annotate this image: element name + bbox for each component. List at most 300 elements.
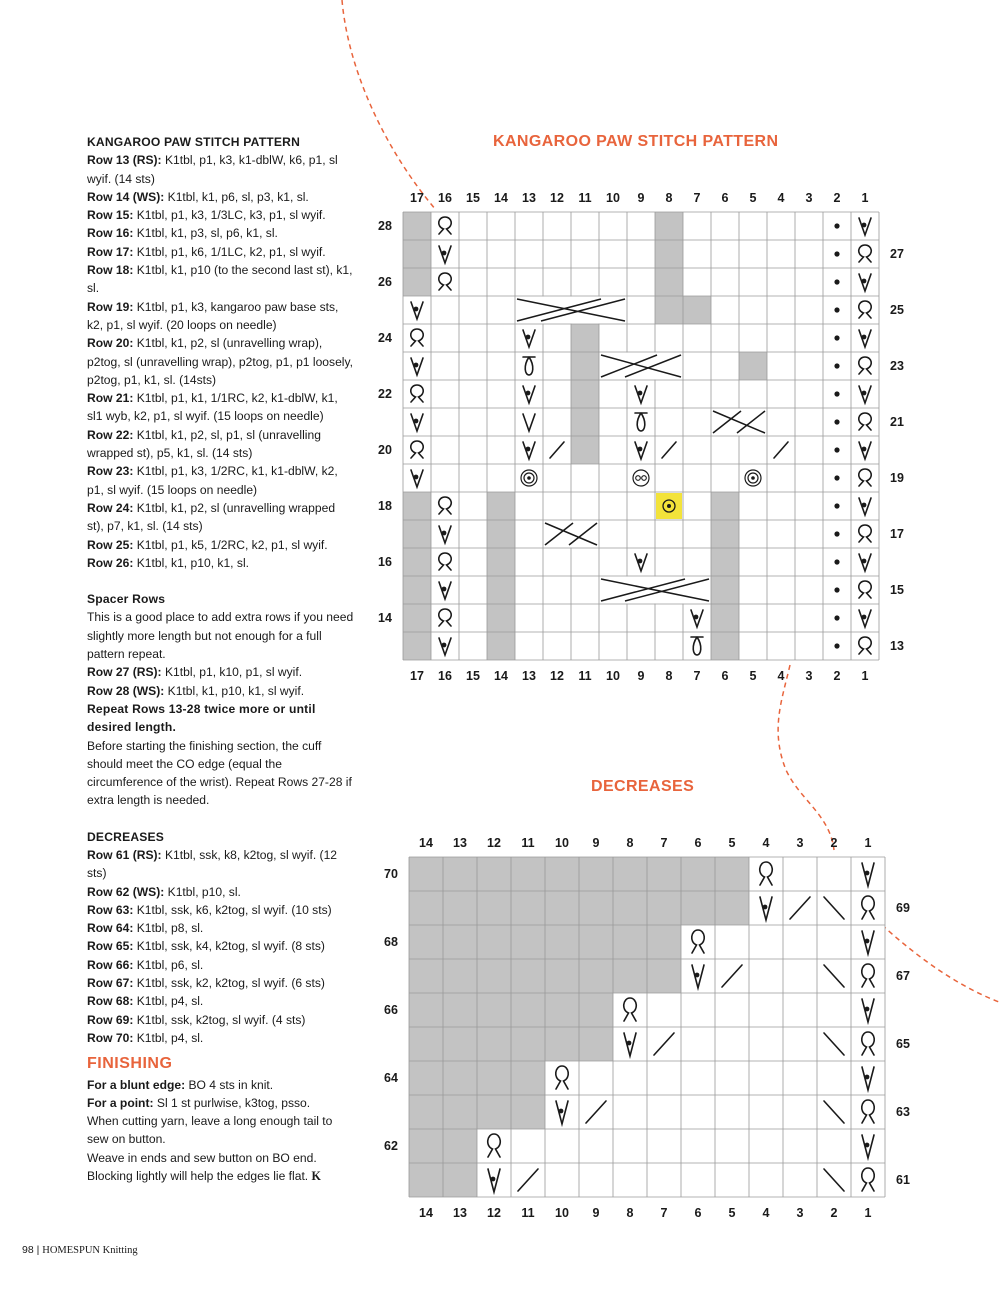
decrease-row-label: Row 62 (WS): — [87, 884, 165, 899]
chart-cell — [571, 464, 599, 492]
slip-dot-symbol — [865, 871, 870, 876]
chart-cell — [767, 604, 795, 632]
chart-cell — [739, 324, 767, 352]
chart-cell — [487, 268, 515, 296]
chart-cell — [571, 548, 599, 576]
slip-dot-symbol — [695, 973, 700, 978]
finishing-option — [87, 1076, 355, 1094]
chart-cell — [545, 1027, 579, 1061]
chart-cell — [477, 993, 511, 1027]
slip-dot-symbol — [414, 307, 419, 312]
chart-cell — [579, 1061, 613, 1095]
chart-cell — [459, 464, 487, 492]
chart-cell — [627, 520, 655, 548]
chart-cell — [655, 408, 683, 436]
pattern-row-label: Row 21: — [87, 391, 134, 406]
purl-symbol — [834, 559, 839, 564]
chart-cell — [613, 925, 647, 959]
decrease-row — [87, 846, 355, 883]
slip-dot-symbol — [862, 503, 867, 508]
column-number: 8 — [665, 669, 673, 683]
chart-cell — [459, 492, 487, 520]
column-number: 3 — [796, 1206, 804, 1220]
slip-dot-symbol — [862, 335, 867, 340]
chart-cell — [683, 520, 711, 548]
chart-cell — [767, 576, 795, 604]
column-number: 14 — [419, 1206, 433, 1220]
row-number-right: 25 — [890, 303, 904, 317]
chart-cell — [599, 548, 627, 576]
decrease-row-text: K1tbl, p4, sl. — [133, 994, 204, 1009]
chart-cell — [487, 632, 515, 660]
chart-cell — [487, 408, 515, 436]
slip-dot-symbol — [862, 559, 867, 564]
chart-cell — [599, 380, 627, 408]
chart-cell — [783, 959, 817, 993]
column-number: 10 — [606, 669, 620, 683]
column-number: 6 — [721, 191, 729, 205]
slip-dot-symbol — [442, 251, 447, 256]
chart-cell — [711, 520, 739, 548]
chart-cell — [543, 408, 571, 436]
cutting-text: When cutting yarn, leave a long enough tail to sew on button. — [87, 1114, 333, 1147]
chart-cell — [571, 240, 599, 268]
chart-cell — [795, 548, 823, 576]
decrease-row-label: Row 64: — [87, 921, 134, 936]
chart-cell — [431, 380, 459, 408]
purl-symbol — [834, 447, 839, 452]
chart-cell — [647, 891, 681, 925]
chart-cell — [459, 436, 487, 464]
pattern-row — [87, 462, 355, 499]
decrease-row — [87, 992, 355, 1010]
chart-cell — [683, 268, 711, 296]
chart-cell — [739, 296, 767, 324]
spacer-row — [87, 682, 355, 700]
chart-cell — [511, 1095, 545, 1129]
chart-cell — [795, 408, 823, 436]
end-mark: K — [311, 1169, 321, 1184]
chart-cell — [795, 492, 823, 520]
chart-cell — [613, 857, 647, 891]
chart-cell — [403, 240, 431, 268]
slip-dot-symbol — [865, 1007, 870, 1012]
chart-cell — [795, 352, 823, 380]
chart-cell — [795, 604, 823, 632]
chart-cell — [749, 1027, 783, 1061]
chart-cell — [459, 296, 487, 324]
chart-cell — [739, 576, 767, 604]
chart-cell — [431, 408, 459, 436]
finishing-option-text: Sl 1 st purlwise, k3tog, psso. — [153, 1095, 311, 1110]
decrease-row-label: Row 69: — [87, 1012, 134, 1027]
chart-cell — [817, 857, 851, 891]
pattern-row — [87, 261, 355, 298]
decrease-row-label: Row 70: — [87, 1030, 134, 1045]
chart-cell — [613, 959, 647, 993]
chart-cell — [571, 576, 599, 604]
row-number-right: 15 — [890, 583, 904, 597]
chart-cell — [443, 857, 477, 891]
column-number: 12 — [550, 669, 564, 683]
chart-cell — [545, 1129, 579, 1163]
row-number-right: 63 — [896, 1105, 910, 1119]
chart-cell — [459, 520, 487, 548]
chart-cell — [711, 548, 739, 576]
row-number-left: 16 — [378, 555, 392, 569]
column-number: 3 — [805, 191, 813, 205]
chart-cell — [647, 857, 681, 891]
chart-cell — [515, 268, 543, 296]
chart-cell — [543, 576, 571, 604]
chart-cell — [711, 632, 739, 660]
purl-symbol — [834, 503, 839, 508]
slip-dot-symbol — [862, 615, 867, 620]
purl-symbol — [834, 307, 839, 312]
slip-dot-symbol — [526, 391, 531, 396]
chart-cell — [627, 240, 655, 268]
column-number: 4 — [762, 1206, 770, 1220]
chart-cell — [511, 891, 545, 925]
chart-cell — [431, 324, 459, 352]
chart-cell — [767, 492, 795, 520]
pattern-row-text: K1tbl, p1, k3, kangaroo paw base sts, k2, p1, sl wyif. (20 loops on needle) — [87, 299, 339, 332]
chart-cell — [767, 464, 795, 492]
chart-cell — [571, 492, 599, 520]
pattern-row-label: Row 19: — [87, 299, 134, 314]
decrease-row-text: K1tbl, p4, sl. — [133, 1030, 204, 1045]
chart-cell — [409, 1163, 443, 1197]
chart-cell — [403, 268, 431, 296]
chart-cell — [683, 408, 711, 436]
chart-cell — [571, 436, 599, 464]
chart-cell — [459, 632, 487, 660]
column-number: 5 — [749, 669, 757, 683]
chart-cell — [711, 268, 739, 296]
chart-cell — [681, 891, 715, 925]
chart-cell — [783, 1095, 817, 1129]
slip-dot-symbol — [638, 447, 643, 452]
chart-cell — [817, 993, 851, 1027]
row-number-left: 22 — [378, 387, 392, 401]
decrease-row — [87, 937, 355, 955]
chart-cell — [647, 993, 681, 1027]
chart-cell — [571, 380, 599, 408]
chart-cell — [487, 604, 515, 632]
row-number-left: 18 — [378, 499, 392, 513]
slip-dot-symbol — [862, 391, 867, 396]
slip-dot-symbol — [865, 939, 870, 944]
chart-cell — [599, 464, 627, 492]
chart-cell — [515, 492, 543, 520]
finishing-option-label: For a blunt edge: — [87, 1077, 186, 1092]
pattern-row-label: Row 20: — [87, 336, 134, 351]
chart-cell — [817, 925, 851, 959]
chart-cell — [443, 925, 477, 959]
chart-cell — [681, 1027, 715, 1061]
chart-cell — [487, 324, 515, 352]
chart-cell — [477, 1061, 511, 1095]
chart-cell — [655, 212, 683, 240]
chart-cell — [767, 632, 795, 660]
chart-cell — [459, 604, 487, 632]
pattern-row — [87, 536, 355, 554]
chart-cell — [409, 959, 443, 993]
pattern-row-label: Row 26: — [87, 555, 134, 570]
chart-cell — [655, 380, 683, 408]
chart-cell — [681, 1163, 715, 1197]
weave-text-body: Weave in ends and sew button on BO end. Blocking lightly will help the edges lie flat. — [87, 1150, 317, 1184]
column-number: 9 — [637, 191, 645, 205]
chart-cell — [599, 240, 627, 268]
chart-cell — [711, 380, 739, 408]
decrease-row — [87, 919, 355, 937]
row-number-right: 17 — [890, 527, 904, 541]
chart-cell — [571, 352, 599, 380]
slip-dot-symbol — [627, 1041, 632, 1046]
decrease-row-label: Row 61 (RS): — [87, 847, 162, 862]
row-number-left: 64 — [384, 1071, 398, 1085]
chart-cell — [711, 492, 739, 520]
column-number: 8 — [665, 191, 673, 205]
decrease-row-text: K1tbl, p6, sl. — [133, 957, 204, 972]
chart-cell — [487, 520, 515, 548]
chart-cell — [599, 324, 627, 352]
chart-cell — [487, 548, 515, 576]
pattern-row-text: K1tbl, p1, k6, 1/1LC, k2, p1, sl wyif. — [133, 244, 326, 259]
column-number: 13 — [522, 191, 536, 205]
slip-dot-symbol — [763, 905, 768, 910]
pattern-row-label: Row 15: — [87, 208, 134, 223]
purl-symbol — [834, 363, 839, 368]
purl-symbol — [834, 475, 839, 480]
chart-cell — [795, 324, 823, 352]
row-number-right: 21 — [890, 415, 904, 429]
decrease-rows — [87, 846, 355, 1047]
chart-cell — [613, 1129, 647, 1163]
chart-cell — [683, 352, 711, 380]
pattern-row-text: K1tbl, k1, p3, sl, p6, k1, sl. — [133, 226, 278, 241]
column-number: 3 — [805, 669, 813, 683]
slip-dot-symbol — [638, 391, 643, 396]
chart-cell — [487, 296, 515, 324]
pattern-row — [87, 554, 355, 572]
chart-cell — [647, 959, 681, 993]
chart-cell — [515, 548, 543, 576]
chart-cell — [571, 604, 599, 632]
pattern-row — [87, 334, 355, 389]
chart-cell — [403, 212, 431, 240]
chart-cell — [443, 993, 477, 1027]
chart-cell — [579, 891, 613, 925]
chart-cell — [403, 576, 431, 604]
decrease-row-label: Row 67: — [87, 976, 134, 991]
chart-cell — [543, 324, 571, 352]
decrease-row-text: K1tbl, ssk, k8, k2tog, sl wyif. (12 sts) — [87, 847, 338, 881]
chart-cell — [655, 548, 683, 576]
chart-cell — [739, 520, 767, 548]
column-number: 1 — [864, 836, 872, 850]
paw-base-dot-symbol — [527, 476, 531, 480]
chart-cell — [715, 1095, 749, 1129]
decrease-row-text: K1tbl, ssk, k2, k2tog, sl wyif. (6 sts) — [133, 976, 325, 991]
column-number: 14 — [419, 836, 433, 850]
chart-cell — [647, 1163, 681, 1197]
pattern-row-label: Row 25: — [87, 537, 134, 552]
column-number: 2 — [833, 669, 841, 683]
chart-cell — [767, 352, 795, 380]
chart-cell — [711, 576, 739, 604]
pattern-chart-title: KANGAROO PAW STITCH PATTERN — [493, 133, 779, 150]
chart-cell — [511, 1129, 545, 1163]
chart-cell — [681, 993, 715, 1027]
slip-dot-symbol — [862, 447, 867, 452]
chart-cell — [545, 959, 579, 993]
slip-dot-symbol — [526, 447, 531, 452]
chart-cell — [655, 632, 683, 660]
chart-cell — [409, 891, 443, 925]
chart-cell — [795, 632, 823, 660]
column-number: 7 — [693, 669, 701, 683]
chart-cell — [795, 464, 823, 492]
pattern-row-text: K1tbl, p1, k1, 1/1RC, k2, k1-dblW, k1, sl1 wyb, k2, p1, sl wyif. (15 loops on needle) — [87, 391, 338, 424]
chart-cell — [655, 240, 683, 268]
purl-symbol — [834, 643, 839, 648]
chart-cell — [683, 240, 711, 268]
chart-cell — [767, 324, 795, 352]
chart-cell — [431, 464, 459, 492]
chart-cell — [795, 212, 823, 240]
row-number-right: 65 — [896, 1037, 910, 1051]
chart-cell — [403, 548, 431, 576]
decrease-row — [87, 883, 355, 901]
chart-cell — [767, 520, 795, 548]
chart-cell — [515, 632, 543, 660]
column-number: 12 — [487, 1206, 501, 1220]
chart-cell — [409, 1061, 443, 1095]
chart-cell — [403, 604, 431, 632]
chart-cell — [749, 1129, 783, 1163]
chart-cell — [783, 925, 817, 959]
column-number: 8 — [626, 836, 634, 850]
row-number-left: 24 — [378, 331, 392, 345]
paw-highlight-dot-symbol — [667, 504, 671, 508]
pattern-row-label: Row 14 (WS): — [87, 189, 165, 204]
chart-cell — [487, 352, 515, 380]
pattern-row — [87, 188, 355, 206]
chart-cell — [795, 436, 823, 464]
pattern-row-label: Row 16: — [87, 226, 134, 241]
chart-cell — [543, 632, 571, 660]
decrease-row-text: K1tbl, ssk, k4, k2tog, sl wyif. (8 sts) — [133, 939, 325, 954]
chart-cell — [647, 1095, 681, 1129]
chart-cell — [599, 212, 627, 240]
chart-cell — [767, 408, 795, 436]
purl-symbol — [834, 279, 839, 284]
chart-cell — [647, 1129, 681, 1163]
decrease-row-label: Row 65: — [87, 939, 134, 954]
chart-cell — [715, 1027, 749, 1061]
chart-cell — [767, 212, 795, 240]
chart-cell — [817, 1129, 851, 1163]
chart-cell — [767, 240, 795, 268]
repeat-text: Repeat Rows 13-28 twice more or until desired length. — [87, 701, 316, 735]
decrease-row-label: Row 66: — [87, 957, 134, 972]
column-number: 2 — [830, 836, 838, 850]
decrease-row — [87, 901, 355, 919]
chart-cell — [459, 380, 487, 408]
spacer-row-label: Row 27 (RS): — [87, 665, 162, 680]
chart-cell — [403, 492, 431, 520]
row-number-left: 20 — [378, 443, 392, 457]
chart-cell — [443, 1095, 477, 1129]
chart-cell — [599, 632, 627, 660]
chart-cell — [683, 492, 711, 520]
spacer-heading: Spacer Rows — [87, 592, 166, 607]
chart-cell — [431, 352, 459, 380]
chart-cell — [599, 436, 627, 464]
chart-cell — [683, 548, 711, 576]
page-footer — [22, 1244, 138, 1256]
chart-cell — [795, 268, 823, 296]
chart-cell — [711, 464, 739, 492]
chart-cell — [579, 993, 613, 1027]
chart-cell — [599, 492, 627, 520]
pattern-row — [87, 298, 355, 335]
column-number: 13 — [453, 836, 467, 850]
purl-symbol — [834, 587, 839, 592]
column-number: 6 — [694, 1206, 702, 1220]
row-number-right: 19 — [890, 471, 904, 485]
chart-cell — [613, 891, 647, 925]
chart-cell — [715, 857, 749, 891]
chart-cell — [613, 1061, 647, 1095]
chart-cell — [459, 212, 487, 240]
slip-dot-symbol — [491, 1177, 496, 1182]
column-number: 11 — [578, 191, 592, 205]
pattern-row-text: K1tbl, k1, p2, sl (unravelling wrapped st), p7, k1, sl. (14 sts) — [87, 500, 336, 534]
column-number: 8 — [626, 1206, 634, 1220]
chart-cell — [431, 296, 459, 324]
chart-cell — [511, 1061, 545, 1095]
pattern-row-text: K1tbl, k1, p2, sl (unravelling wrap), p2tog, sl (unravelling wrap), p2tog, p1, p1 loosely, p2tog, p1, k1, sl. (14sts) — [87, 336, 353, 387]
chart-cell — [409, 1095, 443, 1129]
column-number: 4 — [762, 836, 770, 850]
purl-symbol — [834, 391, 839, 396]
column-number: 5 — [728, 836, 736, 850]
chart-cell — [543, 268, 571, 296]
row-number-right: 69 — [896, 901, 910, 915]
chart-cell — [545, 993, 579, 1027]
chart-cell — [487, 240, 515, 268]
pattern-row-label: Row 17: — [87, 244, 134, 259]
chart-cell — [571, 632, 599, 660]
chart-cell — [543, 464, 571, 492]
pattern-row — [87, 206, 355, 224]
column-number: 10 — [606, 191, 620, 205]
column-number: 4 — [777, 191, 785, 205]
chart-cell — [599, 408, 627, 436]
chart-cell — [545, 1163, 579, 1197]
chart-cell — [681, 857, 715, 891]
chart-cell — [715, 993, 749, 1027]
chart-cell — [655, 520, 683, 548]
chart-cell — [571, 212, 599, 240]
chart-grid — [403, 212, 879, 660]
column-number: 4 — [777, 669, 785, 683]
chart-cell — [715, 1061, 749, 1095]
chart-cell — [599, 268, 627, 296]
